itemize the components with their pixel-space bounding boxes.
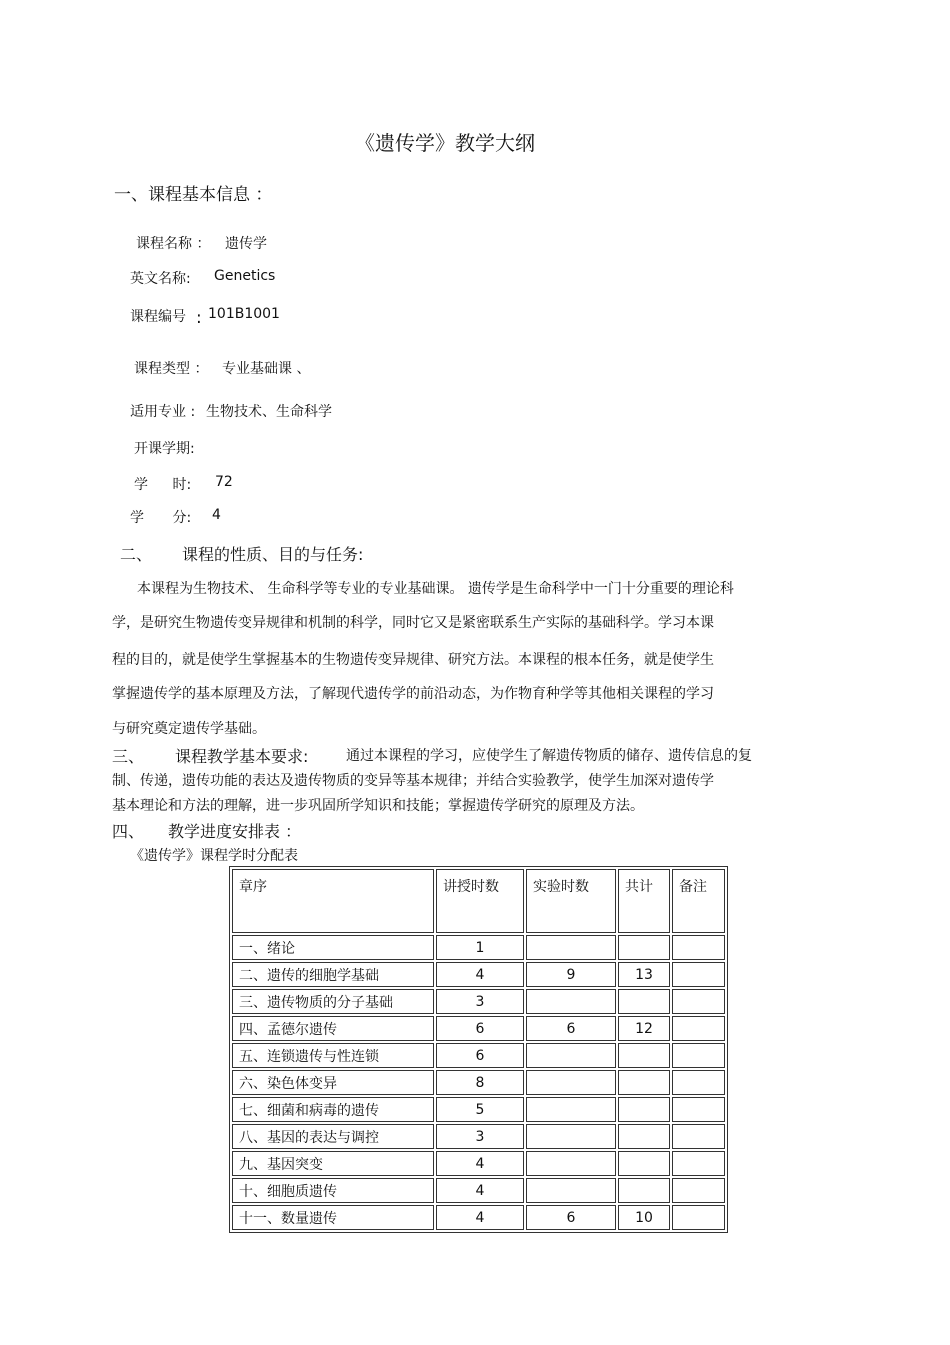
table-row bbox=[232, 1205, 725, 1230]
cell-chapter: 九、基因突变 bbox=[232, 1151, 434, 1176]
cell-remarks bbox=[672, 1070, 725, 1095]
section-3-number: 三、 bbox=[112, 747, 145, 766]
cell-lab-hours bbox=[526, 1070, 616, 1095]
cell-lab-hours bbox=[526, 1124, 616, 1149]
cell-lecture-hours: 3 bbox=[436, 1124, 524, 1149]
cell-lecture-hours: 6 bbox=[436, 1043, 524, 1068]
hours-label: 学 时: bbox=[134, 477, 192, 493]
cell-total bbox=[618, 1070, 670, 1095]
cell-remarks bbox=[672, 1151, 725, 1176]
cell-chapter: 一、绪论 bbox=[232, 935, 434, 960]
section-1-heading: 一、课程基本信息 ： bbox=[114, 185, 273, 205]
cell-remarks bbox=[672, 1016, 725, 1041]
course-name-label: 课程名称 ： bbox=[136, 236, 211, 252]
table-row bbox=[232, 1043, 725, 1068]
cell-chapter: 六、染色体变异 bbox=[232, 1070, 434, 1095]
header-lab-hours: 实验时数 bbox=[526, 869, 616, 933]
section-2-line: 程的目的，就是使学生掌握基本的生物遗传变异规律、研究方法。本课程的根本任务，就是使学生 bbox=[112, 652, 714, 668]
cell-total: 13 bbox=[618, 962, 670, 987]
cell-chapter: 三、遗传物质的分子基础 bbox=[232, 989, 434, 1014]
majors-label: 适用专业 : bbox=[130, 404, 196, 420]
cell-lecture-hours: 1 bbox=[436, 935, 524, 960]
cell-remarks bbox=[672, 1043, 725, 1068]
header-lecture-hours: 讲授时数 bbox=[436, 869, 524, 933]
credits-label: 学 分: bbox=[130, 510, 192, 526]
cell-lab-hours bbox=[526, 1151, 616, 1176]
cell-remarks bbox=[672, 989, 725, 1014]
table-row bbox=[232, 1016, 725, 1041]
cell-remarks bbox=[672, 935, 725, 960]
majors-value: 生物技术、生命科学 bbox=[206, 404, 332, 420]
table-row bbox=[232, 935, 725, 960]
cell-lab-hours bbox=[526, 935, 616, 960]
cell-chapter: 十一、数量遗传 bbox=[232, 1205, 434, 1230]
cell-total: 12 bbox=[618, 1016, 670, 1041]
table-row bbox=[232, 1070, 725, 1095]
cell-lab-hours bbox=[526, 1097, 616, 1122]
table-row bbox=[232, 1178, 725, 1203]
table-row bbox=[232, 1097, 725, 1122]
course-code-label: 课程编号 bbox=[130, 309, 186, 325]
cell-lecture-hours: 8 bbox=[436, 1070, 524, 1095]
cell-lab-hours: 9 bbox=[526, 962, 616, 987]
table-row bbox=[232, 962, 725, 987]
cell-remarks bbox=[672, 1205, 725, 1230]
section-2-line: 掌握遗传学的基本原理及方法，了解现代遗传学的前沿动态，为作物育种学等其他相关课程的学习 bbox=[112, 686, 714, 702]
cell-chapter: 七、细菌和病毒的遗传 bbox=[232, 1097, 434, 1122]
section-3-line: 制、传递，遗传功能的表达及遗传物质的变异等基本规律；并结合实验教学，使学生加深对遗传学 bbox=[112, 773, 714, 789]
semester-label: 开课学期: bbox=[134, 441, 195, 457]
cell-lecture-hours: 5 bbox=[436, 1097, 524, 1122]
section-3-line: 基本理论和方法的理解，进一步巩固所学知识和技能；掌握遗传学研究的原理及方法。 bbox=[112, 798, 644, 814]
hours-allocation-table bbox=[229, 866, 728, 1233]
cell-chapter: 十、细胞质遗传 bbox=[232, 1178, 434, 1203]
english-name-value: Genetics bbox=[214, 268, 276, 284]
cell-chapter: 五、连锁遗传与性连锁 bbox=[232, 1043, 434, 1068]
page-title: 《遗传学》教学大纲 bbox=[355, 131, 535, 155]
table-row bbox=[232, 1151, 725, 1176]
table-header-row bbox=[232, 869, 725, 933]
section-2-line: 与研究奠定遗传学基础。 bbox=[112, 721, 266, 737]
english-name-label: 英文名称: bbox=[130, 271, 191, 287]
table-row bbox=[232, 1124, 725, 1149]
cell-total bbox=[618, 1151, 670, 1176]
section-3-heading: 课程教学基本要求: bbox=[175, 747, 309, 766]
course-type-value: 专业基础课 、 bbox=[222, 361, 311, 377]
header-remarks: 备注 bbox=[672, 869, 725, 933]
cell-lecture-hours: 4 bbox=[436, 962, 524, 987]
credits-value: 4 bbox=[212, 507, 221, 523]
course-code-value: 101B1001 bbox=[208, 306, 280, 322]
cell-lecture-hours: 6 bbox=[436, 1016, 524, 1041]
header-chapter: 章序 bbox=[232, 869, 434, 933]
cell-lab-hours: 6 bbox=[526, 1205, 616, 1230]
section-4-number: 四、 bbox=[112, 822, 145, 841]
cell-lab-hours bbox=[526, 989, 616, 1014]
cell-lecture-hours: 4 bbox=[436, 1178, 524, 1203]
cell-total: 10 bbox=[618, 1205, 670, 1230]
cell-total bbox=[618, 1124, 670, 1149]
section-3-line: 通过本课程的学习，应使学生了解遗传物质的储存、遗传信息的复 bbox=[346, 748, 752, 764]
cell-chapter: 八、基因的表达与调控 bbox=[232, 1124, 434, 1149]
cell-lecture-hours: 3 bbox=[436, 989, 524, 1014]
course-name-value: 遗传学 bbox=[225, 236, 267, 252]
table-caption: 《遗传学》课程学时分配表 bbox=[130, 848, 298, 864]
cell-total bbox=[618, 1097, 670, 1122]
course-code-colon: : bbox=[196, 308, 202, 328]
section-2-line: 本课程为生物技术、 生命科学等专业的专业基础课。 遗传学是生命科学中一门十分重要的理论科 bbox=[137, 581, 734, 597]
section-2-heading: 课程的性质、目的与任务: bbox=[182, 545, 364, 564]
cell-total bbox=[618, 935, 670, 960]
cell-lab-hours bbox=[526, 1043, 616, 1068]
section-2-number: 二、 bbox=[120, 545, 153, 564]
header-total: 共计 bbox=[618, 869, 670, 933]
section-4-heading: 教学进度安排表 ： bbox=[168, 822, 302, 841]
cell-lecture-hours: 4 bbox=[436, 1205, 524, 1230]
cell-lab-hours: 6 bbox=[526, 1016, 616, 1041]
cell-chapter: 二、遗传的细胞学基础 bbox=[232, 962, 434, 987]
cell-remarks bbox=[672, 1124, 725, 1149]
section-2-line: 学，是研究生物遗传变异规律和机制的科学，同时它又是紧密联系生产实际的基础科学。学习本课 bbox=[112, 615, 714, 631]
hours-value: 72 bbox=[215, 474, 233, 490]
course-type-label: 课程类型 ： bbox=[134, 361, 209, 377]
cell-chapter: 四、孟德尔遗传 bbox=[232, 1016, 434, 1041]
cell-lecture-hours: 4 bbox=[436, 1151, 524, 1176]
cell-total bbox=[618, 989, 670, 1014]
table-row bbox=[232, 989, 725, 1014]
cell-total bbox=[618, 1178, 670, 1203]
cell-remarks bbox=[672, 962, 725, 987]
cell-total bbox=[618, 1043, 670, 1068]
cell-remarks bbox=[672, 1097, 725, 1122]
cell-lab-hours bbox=[526, 1178, 616, 1203]
cell-remarks bbox=[672, 1178, 725, 1203]
